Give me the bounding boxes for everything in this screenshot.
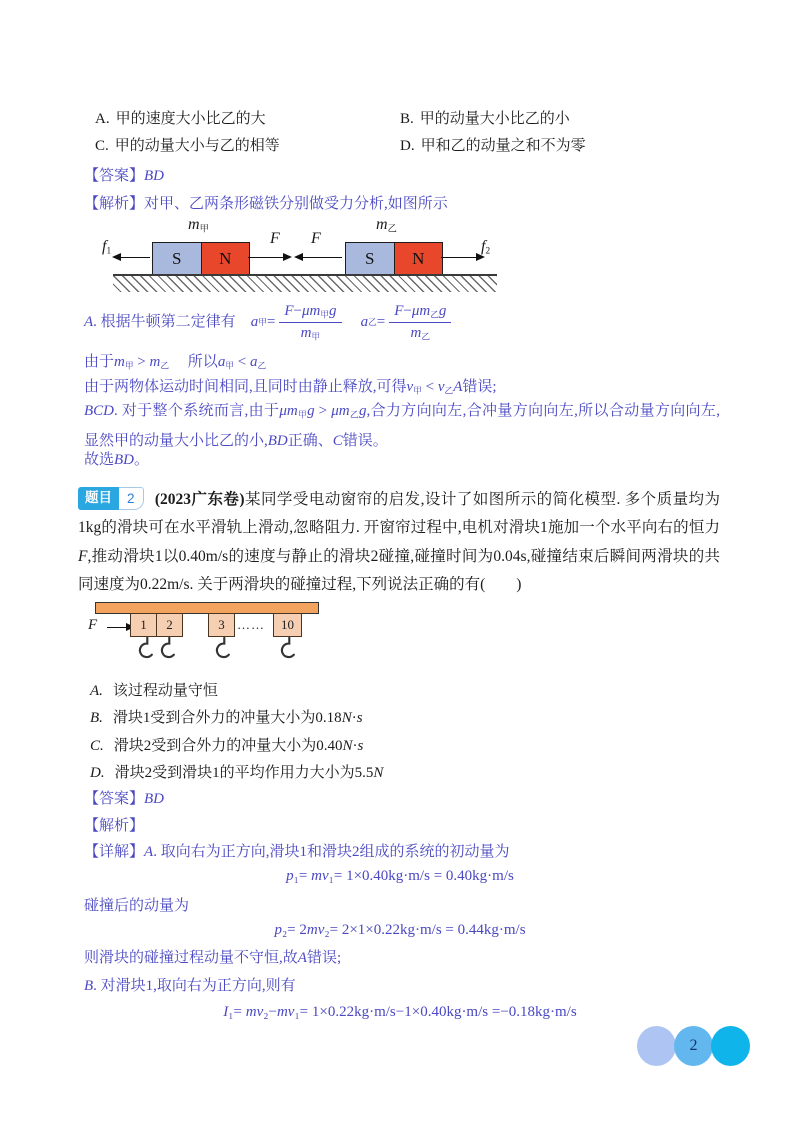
slider-rail-diagram bbox=[85, 600, 335, 674]
answer-label: 【答案】 bbox=[84, 168, 145, 184]
answer-value: BD bbox=[144, 168, 165, 184]
formula-p1: p₁= mv₁= 1×0.40kg·m/s = 0.40kg·m/s bbox=[286, 868, 514, 884]
analysis-label: 【解析】 bbox=[84, 818, 145, 834]
option-label: A. bbox=[95, 111, 110, 127]
magnet-right bbox=[345, 242, 443, 276]
ellipsis-dots: …… bbox=[237, 617, 265, 632]
option-text: 滑块2受到滑块1的平均作用力大小为5.5N bbox=[114, 765, 384, 781]
option-text: 该过程动量守恒 bbox=[112, 683, 218, 699]
option-label: D. bbox=[90, 765, 105, 781]
block-number: 10 bbox=[281, 617, 294, 632]
p2-analysis-label-line bbox=[84, 816, 144, 836]
slider-block-3 bbox=[208, 613, 235, 637]
p1-option-a bbox=[95, 109, 266, 129]
curtain-hook-icon bbox=[210, 637, 232, 665]
magnet-left bbox=[152, 242, 250, 276]
p1-option-b bbox=[400, 109, 570, 129]
page-indicator bbox=[637, 1026, 750, 1066]
magnet-force-diagram bbox=[100, 216, 510, 296]
p2-option-c bbox=[90, 736, 363, 756]
slider-block-2 bbox=[156, 613, 183, 637]
option-text: 甲的速度大小比乙的大 bbox=[115, 111, 266, 127]
option-label: C. bbox=[95, 138, 109, 154]
arrow-f1-left-icon bbox=[120, 257, 150, 258]
mass-label-right: $m_乙$ bbox=[376, 216, 397, 235]
friction-f1-label: $f_1$ bbox=[102, 238, 112, 257]
arrow-F-left-icon bbox=[302, 257, 342, 258]
pole-s-label: S bbox=[346, 243, 395, 275]
option-text: 甲和乙的动量之和不为零 bbox=[420, 138, 586, 154]
option-label: A. bbox=[90, 683, 103, 699]
analysis-text: 对甲、乙两条形磁铁分别做受力分析,如图所示 bbox=[144, 196, 448, 212]
option-label: D. bbox=[400, 138, 415, 154]
detail-label: 【详解】 bbox=[84, 844, 145, 860]
pager-circle-right bbox=[711, 1026, 750, 1066]
ground-hatch bbox=[113, 274, 497, 292]
arrow-f2-right-icon bbox=[441, 257, 477, 258]
slider-block-10 bbox=[273, 613, 302, 637]
p2-after-collision-line: 碰撞后的动量为 bbox=[84, 898, 190, 914]
badge-number: 2 bbox=[119, 487, 144, 510]
pager-circle-current bbox=[674, 1026, 713, 1066]
formula-I1: I₁= mv₂−mv₁= 1×0.22kg·m/s−1×0.40kg·m/s =−0.18kg·m/s bbox=[223, 1004, 577, 1020]
p1-solution-compare: 由于$m_甲 > m_乙$ 所以$a_甲 < a_乙$ bbox=[84, 354, 267, 371]
p2-option-d bbox=[90, 763, 383, 783]
p2-not-conserved-line: 则滑块的碰撞过程动量不守恒,故A错误; bbox=[84, 950, 342, 966]
p1-option-c bbox=[95, 136, 280, 156]
pole-n-label: N bbox=[202, 243, 250, 275]
p1-analysis-line bbox=[84, 194, 448, 214]
p1-solution-velocity: 由于两物体运动时间相同,且同时由静止释放,可得$v_甲 < v_乙A$错误; bbox=[84, 379, 497, 396]
option-text: 甲的动量大小与乙的相等 bbox=[114, 138, 280, 154]
arrow-F-icon bbox=[107, 627, 127, 628]
force-F-label-left-magnet: F bbox=[270, 230, 280, 247]
p2-statement bbox=[78, 486, 720, 599]
p2-option-b bbox=[90, 708, 363, 728]
option-label: B. bbox=[90, 710, 103, 726]
force-F-label: F bbox=[88, 617, 98, 633]
option-text: 滑块2受到合外力的冲量大小为0.40N·s bbox=[113, 738, 364, 754]
answer-value: BD bbox=[144, 791, 165, 807]
option-text: 甲的动量大小比乙的小 bbox=[419, 111, 570, 127]
friction-f2-label: $f_2$ bbox=[481, 238, 491, 257]
arrow-F-right-icon bbox=[248, 257, 284, 258]
curtain-hook-icon bbox=[155, 637, 177, 665]
p1-solution-conclusion: 故选BD。 bbox=[84, 452, 150, 468]
detail-text: A. 取向右为正方向,滑块1和滑块2组成的系统的初动量为 bbox=[144, 844, 510, 860]
pager-circle-left bbox=[637, 1026, 676, 1066]
block-number: 1 bbox=[140, 617, 147, 632]
p2-detail-line-a bbox=[84, 842, 509, 862]
badge-title: 题目 bbox=[78, 487, 119, 510]
block-number: 2 bbox=[166, 617, 173, 632]
p1-answer-line bbox=[84, 166, 164, 186]
curtain-hook-icon bbox=[275, 637, 297, 665]
pole-s-label: S bbox=[153, 243, 202, 275]
option-text: 滑块1受到合外力的冲量大小为0.18N·s bbox=[112, 710, 363, 726]
p1-solution-newton: A . 根据牛顿第二定律有 a 甲 = $\frac{F-\mu m_甲g}{m_甲}$ a 乙 = $\frac{F-\mu m_乙g}{m_乙}$ bbox=[84, 297, 455, 347]
p1-option-d bbox=[400, 136, 586, 156]
option-label: B. bbox=[400, 111, 414, 127]
answer-label: 【答案】 bbox=[84, 791, 145, 807]
pole-n-label: N bbox=[395, 243, 443, 275]
p1-solution-bcd: BCD. 对于整个系统而言,由于$\mu m_甲g > \mu m_乙g$,合力方向向左,合冲量方向向左,所以合动量方向向左,显然甲的动量大小比乙的小,BD正确、C错误。 bbox=[84, 403, 720, 450]
p2-answer-line bbox=[84, 789, 164, 809]
option-label: C. bbox=[90, 738, 104, 754]
slider-block-1 bbox=[130, 613, 157, 637]
mass-label-left: $m_甲$ bbox=[188, 216, 209, 235]
page-number: 2 bbox=[689, 1037, 698, 1054]
curtain-hook-icon bbox=[133, 637, 155, 665]
p2-detail-line-b: B. 对滑块1,取向右为正方向,则有 bbox=[84, 978, 296, 994]
p2-option-a bbox=[90, 681, 218, 701]
block-number: 3 bbox=[218, 617, 225, 632]
problem-badge bbox=[78, 487, 144, 510]
analysis-label: 【解析】 bbox=[84, 196, 145, 212]
force-F-label-right-magnet: F bbox=[311, 230, 321, 247]
formula-p2: p₂= 2mv₂= 2×1×0.22kg·m/s = 0.44kg·m/s bbox=[274, 922, 526, 938]
statement-text: (2023广东卷)某同学受电动窗帘的启发,设计了如图所示的简化模型. 多个质量均为1kg的滑块可在水平滑轨上滑动,忽略阻力. 开窗帘过程中,电机对滑块1施加一个水平向右的恒力F,推动滑块1以0.40m/s的速度与静止的滑块2碰撞,碰撞时间为0.04s,碰撞结束后瞬间两滑块的共同速度为0.22m/s. 关于两滑块的碰撞过程,下列说法正确的有( ) bbox=[78, 491, 721, 593]
